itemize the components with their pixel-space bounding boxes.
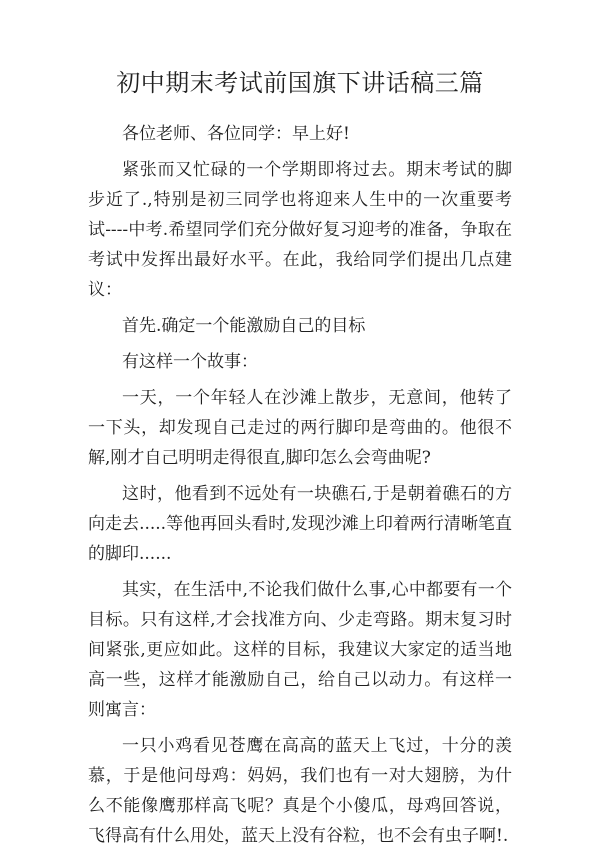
paragraph-story-part2: 这时，他看到不远处有一块礁石,于是朝着礁石的方向走去.....等他再回头看时,发现沙滩上印着两行清晰笔直的脚印...... <box>88 484 512 564</box>
paragraph-greeting: 各位老师、各位同学：早上好! <box>122 124 350 144</box>
paragraph-goal: 其实，在生活中,不论我们做什么事,心中都要有一个目标。只有这样,才会找准方向、少走弯路。期末复习时间紧张,更应如此。这样的目标，我建议大家定的适当地高一些，这样才能激励自己，给自己以动力。有这样一则寓言： <box>88 580 512 720</box>
paragraph-intro: 紧张而又忙碌的一个学期即将过去。期末考试的脚步近了.,特别是初三同学也将迎来人生中的一次重要考试----中考.希望同学们充分做好复习迎考的准备，争取在考试中发挥出最好水平。在此，我给同学们提出几点建议： <box>88 160 512 300</box>
document-title: 初中期末考试前国旗下讲话稿三篇 <box>116 69 484 97</box>
paragraph-story-intro: 有这样一个故事： <box>122 352 258 372</box>
document-body <box>88 119 512 851</box>
paragraph-first-point: 首先.确定一个能激励自己的目标 <box>122 316 366 336</box>
paragraph-story-part1: 一天，一个年轻人在沙滩上散步，无意间，他转了一下头，却发现自己走过的两行脚印是弯曲的。他很不解,刚才自己明明走得很直,脚印怎么会弯曲呢? <box>88 388 512 468</box>
paragraph-fable: 一只小鸡看见苍鹰在高高的蓝天上飞过，十分的羡慕，于是他问母鸡：妈妈，我们也有一对大翅膀，为什么不能像鹰那样高飞呢？真是个小傻瓜，母鸡回答说，飞得高有什么用处，蓝天上没有谷粒，也不会有虫子啊!. <box>88 736 512 846</box>
